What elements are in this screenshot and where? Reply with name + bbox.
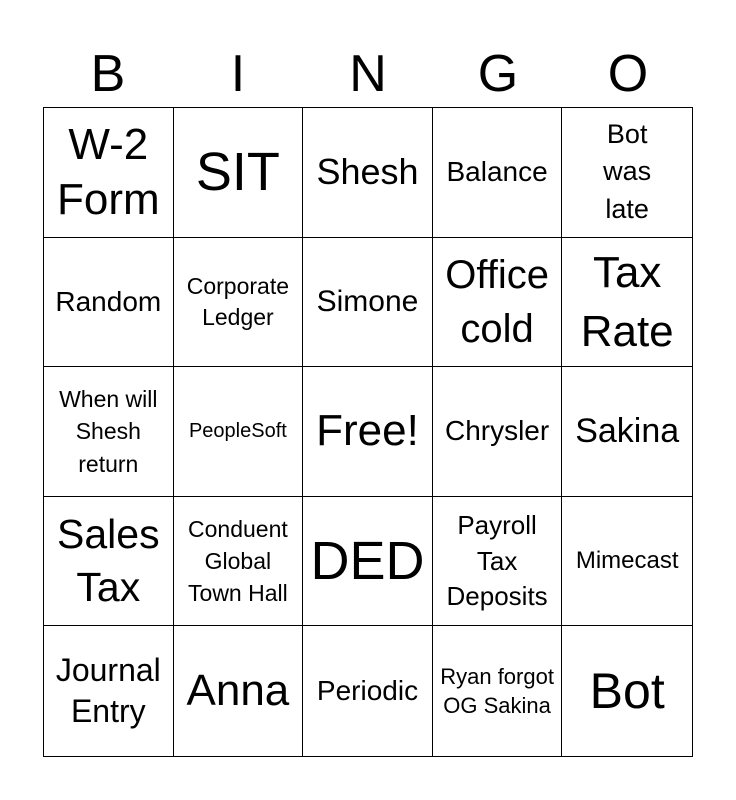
cell-text: Shesh	[316, 151, 419, 193]
cell-text: Random	[55, 285, 162, 317]
bingo-cell[interactable]	[303, 626, 433, 756]
bingo-cell[interactable]	[562, 367, 692, 497]
bingo-header	[43, 40, 693, 108]
cell-text: Mimecast	[575, 547, 679, 575]
cell-text: DED	[310, 531, 425, 592]
header-letter-b: B	[90, 45, 126, 103]
bingo-cell[interactable]	[44, 367, 174, 497]
bingo-board	[43, 107, 693, 757]
bingo-cell[interactable]	[44, 108, 174, 238]
cell-text: Simone	[316, 284, 419, 318]
bingo-cell[interactable]	[174, 497, 304, 627]
bingo-cell[interactable]	[562, 238, 692, 368]
bingo-cell[interactable]	[562, 108, 692, 238]
bingo-cell[interactable]	[44, 626, 174, 756]
cell-text: When will Shesh return	[59, 386, 158, 477]
cell-text: Bot	[589, 663, 665, 720]
bingo-cell[interactable]	[562, 626, 692, 756]
cell-text: Periodic	[316, 675, 419, 707]
bingo-cell[interactable]	[303, 497, 433, 627]
cell-text: Sales Tax	[57, 510, 160, 611]
header-letter-o: O	[607, 45, 649, 103]
bingo-cell[interactable]	[174, 108, 304, 238]
bingo-cell[interactable]	[44, 238, 174, 368]
bingo-cell[interactable]	[303, 238, 433, 368]
bingo-cell[interactable]	[174, 238, 304, 368]
cell-text: W-2 Form	[56, 120, 160, 225]
cell-text: Bot was late	[603, 118, 652, 225]
bingo-cell[interactable]	[303, 367, 433, 497]
cell-text: Tax Rate	[580, 247, 674, 356]
bingo-cell[interactable]	[174, 626, 304, 756]
cell-text: Journal Entry	[55, 651, 161, 730]
cell-text: Chrysler	[444, 415, 550, 447]
cell-text: Conduent Global Town Hall	[188, 515, 288, 607]
header-letter-i: I	[230, 45, 246, 103]
bingo-cell[interactable]	[433, 497, 563, 627]
bingo-cell[interactable]	[174, 367, 304, 497]
cell-text: Anna	[186, 666, 290, 716]
bingo-cell[interactable]	[44, 497, 174, 627]
cell-text: Free!	[316, 406, 419, 456]
cell-text: PeopleSoft	[188, 419, 287, 442]
cell-text: SIT	[195, 142, 280, 203]
cell-text: Corporate Ledger	[186, 272, 290, 330]
cell-text: Balance	[446, 156, 548, 188]
cell-text: Payroll Tax Deposits	[446, 510, 548, 611]
cell-text: Sakina	[575, 411, 680, 450]
bingo-cell[interactable]	[433, 626, 563, 756]
cell-text: Office cold	[445, 252, 549, 351]
bingo-cell[interactable]	[433, 367, 563, 497]
bingo-cell[interactable]	[433, 238, 563, 368]
header-letter-g: G	[477, 45, 519, 103]
header-letter-n: N	[349, 45, 387, 103]
cell-text: Ryan forgot OG Sakina	[440, 663, 554, 719]
bingo-cell[interactable]	[562, 497, 692, 627]
bingo-cell[interactable]	[303, 108, 433, 238]
bingo-cell[interactable]	[433, 108, 563, 238]
